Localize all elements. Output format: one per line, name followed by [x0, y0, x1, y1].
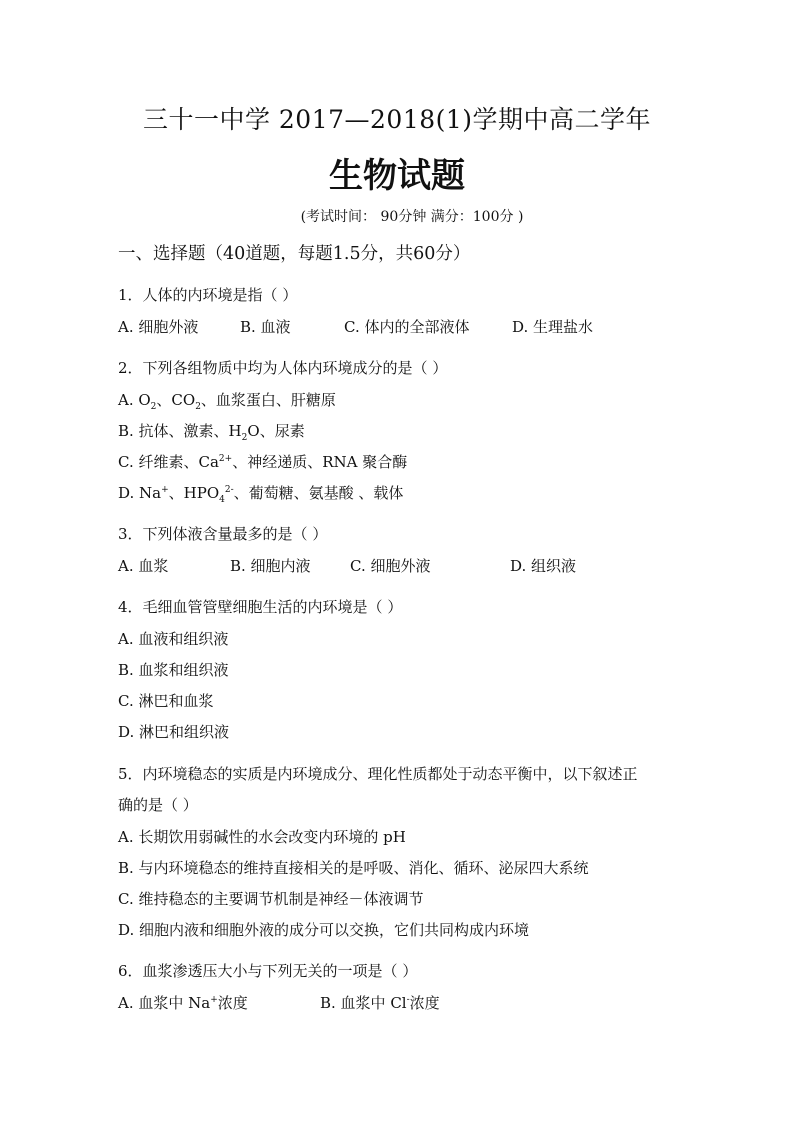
exam-info: (考试时间： 90分钟 满分：100分 ) — [300, 209, 524, 225]
option-c: C. 细胞外液 — [350, 557, 431, 575]
school-title: 三十一中学 2017—2018(1)学期中高二学年 — [142, 105, 652, 134]
question-1-options — [118, 316, 593, 337]
option-a: A. 血浆 — [118, 557, 169, 575]
question-4-option-c: C. 淋巴和血浆 — [118, 692, 214, 710]
option-a: A. 细胞外液 — [118, 318, 199, 336]
question-4-stem: 4．毛细血管管壁细胞生活的内环境是（ ） — [118, 598, 403, 616]
question-5-option-d: D. 细胞内液和细胞外液的成分可以交换，它们共同构成内环境 — [118, 921, 530, 939]
option-d: D. 生理盐水 — [512, 318, 594, 336]
option-b: B. 细胞内液 — [230, 557, 311, 575]
question-5-option-a: A. 长期饮用弱碱性的水会改变内环境的 pH — [118, 828, 406, 846]
question-5-option-b: B. 与内环境稳态的维持直接相关的是呼吸、消化、循环、泌尿四大系统 — [118, 859, 589, 877]
option-a: A. 血浆中 Na+浓度 — [118, 994, 248, 1012]
subject-title: 生物试题 — [329, 156, 465, 196]
option-b: B. 血液 — [240, 318, 291, 336]
question-4-option-d: D. 淋巴和组织液 — [118, 723, 230, 741]
option-d: D. 组织液 — [510, 557, 577, 575]
question-5-stem: 5．内环境稳态的实质是内环境成分、理化性质都处于动态平衡中，以下叙述正 — [118, 765, 638, 783]
question-2-stem: 2．下列各组物质中均为人体内环境成分的是（ ） — [118, 359, 448, 377]
question-2-option-c: C. 纤维素、$Ca^{2+}$、神经递质、RNA 聚合酶 — [118, 453, 408, 471]
section-heading: 一、选择题（40道题，每题1.5分，共60分） — [118, 244, 471, 264]
question-6-options — [118, 992, 440, 1013]
question-4-option-a: A. 血液和组织液 — [118, 630, 229, 648]
question-4-option-b: B. 血浆和组织液 — [118, 661, 229, 679]
option-c: C. 体内的全部液体 — [344, 318, 470, 336]
question-2-option-a: A. $O_2$、$CO_2$、血浆蛋白、肝糖原 — [118, 391, 336, 412]
option-b: B. 血浆中 Cl-浓度 — [320, 994, 440, 1012]
question-3-stem: 3．下列体液含量最多的是（ ） — [118, 525, 328, 543]
question-3-options — [118, 555, 576, 576]
question-1-stem: 1．人体的内环境是指（ ） — [118, 286, 298, 304]
question-2-option-b: B. 抗体、激素、$H_2O$、尿素 — [118, 422, 305, 443]
question-5-option-c: C. 维持稳态的主要调节机制是神经－体液调节 — [118, 890, 424, 908]
question-5-stem-cont: 确的是（ ） — [118, 796, 198, 814]
question-6-stem: 6．血浆渗透压大小与下列无关的一项是（ ） — [118, 962, 418, 980]
question-2-option-d: D. Na+、$HPO_4^{2-}$、葡萄糖、氨基酸 、载体 — [118, 484, 404, 505]
